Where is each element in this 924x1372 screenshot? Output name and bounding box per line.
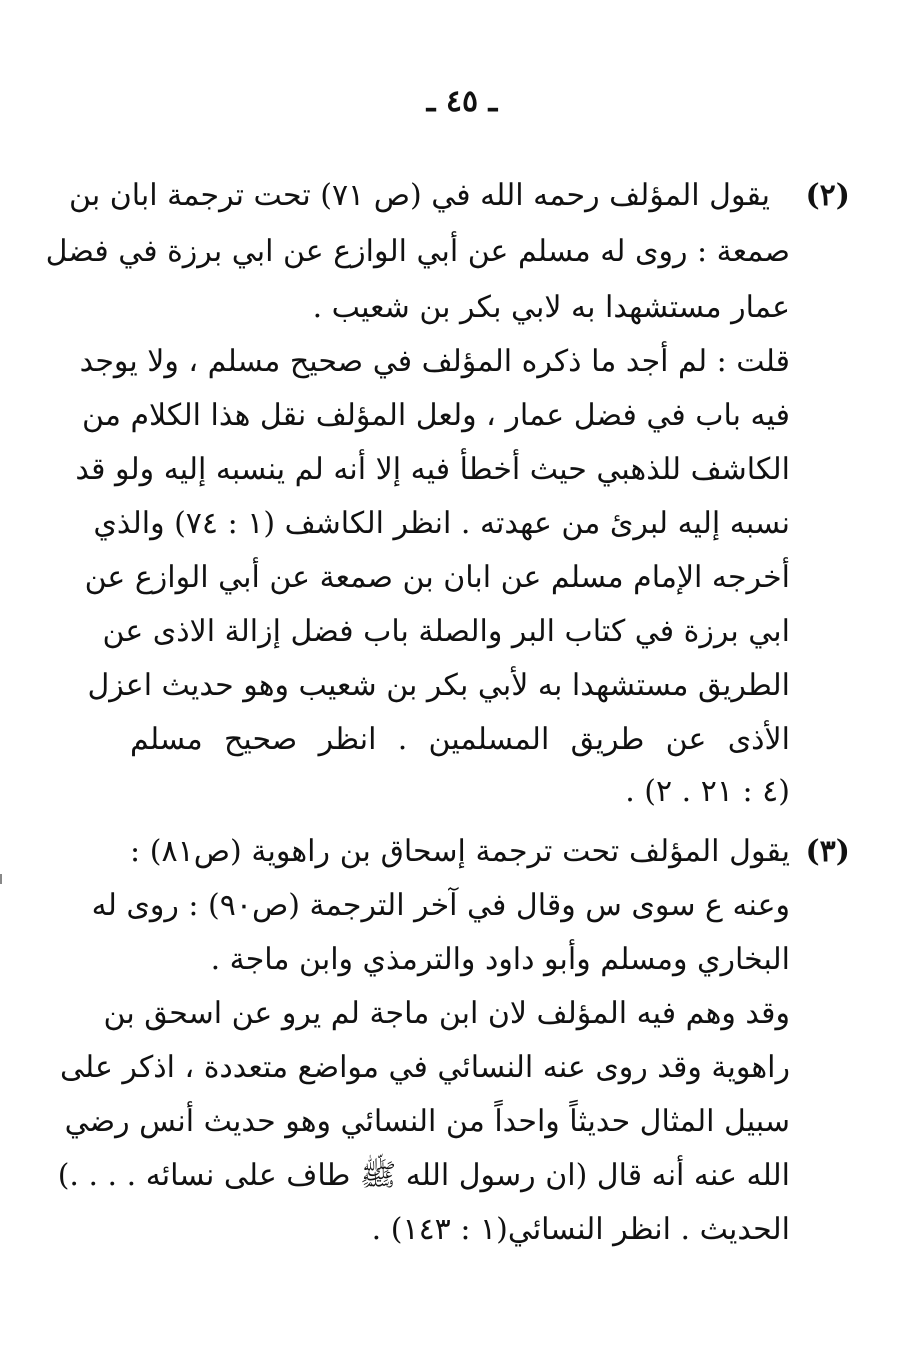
footnote-line: نسبه إليه لبرئ من عهدته . انظر الكاشف (١ : ٧٤) والذي xyxy=(93,506,790,541)
footnote-line: راهوية وقد روى عنه النسائي في مواضع متعددة ، اذكر على xyxy=(60,1050,790,1085)
footnote-line: يقول المؤلف تحت ترجمة إسحاق بن راهوية (ص٨١) : xyxy=(130,834,790,869)
footnote-line: أخرجه الإمام مسلم عن ابان بن صمعة عن أبي الوازع عن xyxy=(84,560,790,595)
footnote-line: البخاري ومسلم وأبو داود والترمذي وابن ماجة . xyxy=(210,942,790,977)
footnote-line: وقد وهم فيه المؤلف لان ابن ماجة لم يرو عن اسحق بن xyxy=(103,996,790,1031)
footnote-line: يقول المؤلف رحمه الله في (ص ٧١) تحت ترجمة ابان بن xyxy=(68,178,770,213)
footnote-marker: (٢) xyxy=(805,178,850,213)
footnote-line: الأذى عن طريق المسلمين . انظر صحيح مسلم xyxy=(130,722,790,757)
footnote-line: وعنه ع سوى س وقال في آخر الترجمة (ص٩٠) : روى له xyxy=(91,888,790,923)
footnote-line: ابي برزة في كتاب البر والصلة باب فضل إزالة الاذى عن xyxy=(102,614,790,649)
margin-mark xyxy=(0,874,2,884)
footnote-line: الكاشف للذهبي حيث أخطأ فيه إلا أنه لم ينسبه إليه ولو قد xyxy=(75,452,790,487)
footnote-line: الله عنه أنه قال (ان رسول الله ﷺ طاف على نسائه . . . .) xyxy=(57,1158,790,1193)
footnote-line: الطريق مستشهدا به لأبي بكر بن شعيب وهو حديث اعزل xyxy=(87,668,790,703)
footnote-line: (٤ : ٢١ . ٢) . xyxy=(625,774,790,809)
footnote-line: فيه باب في فضل عمار ، ولعل المؤلف نقل هذا الكلام من xyxy=(82,398,790,433)
footnote-line: صمعة : روى له مسلم عن أبي الوازع عن ابي برزة في فضل xyxy=(45,234,790,269)
footnote-line: سبيل المثال حديثاً واحداً من النسائي وهو حديث أنس رضي xyxy=(64,1104,790,1139)
footnote-line: قلت : لم أجد ما ذكره المؤلف في صحيح مسلم ، ولا يوجد xyxy=(79,344,790,379)
footnote-line: عمار مستشهدا به لابي بكر بن شعيب . xyxy=(312,290,790,325)
footnote-marker: (٣) xyxy=(805,834,850,869)
footnote-line: الحديث . انظر النسائي(١ : ١٤٣) . xyxy=(371,1212,790,1247)
page-number: ـ ٤٥ ـ xyxy=(426,84,498,119)
